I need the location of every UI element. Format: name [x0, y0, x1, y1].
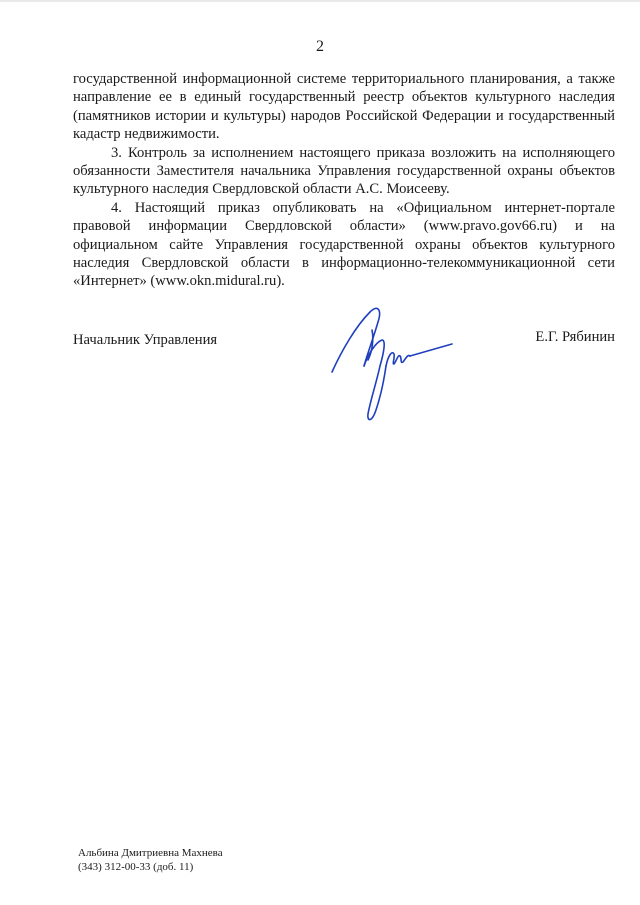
paragraph-control: 3. Контроль за исполнением настоящего приказа возложить на исполняющего обязанности Заместителя начальника Управления государственной охраны объектов культурного наследия Свердловской области А.С. Моисееву. — [73, 144, 615, 198]
paragraph-continuation: государственной информационной системе территориального планирования, а также направление ее в единый государственный реестр объектов культурного наследия (памятников истории и культуры) народов Российской Федерации и государственный кадастр недвижимости. — [73, 71, 615, 143]
handwritten-signature — [328, 300, 458, 428]
scan-edge — [0, 0, 640, 2]
signatory-name: Е.Г. Рябинин — [535, 329, 615, 345]
paragraph-publication: 4. Настоящий приказ опубликовать на «Официальном интернет-портале правовой информации Свердловской области» (www.pravo.gov66.ru) и на официальном сайте Управления государственной охраны объектов культурного наследия Свердловской области в информационно-телекоммуникационной сети «Интернет» (www.okn.midural.ru). — [73, 199, 615, 290]
executor-phone: (343) 312-00-33 (доб. 11) — [78, 861, 194, 873]
executor-name: Альбина Дмитриевна Махнева — [78, 847, 223, 859]
executor-info — [78, 846, 223, 874]
signatory-title: Начальник Управления — [73, 332, 218, 348]
page-number: 2 — [316, 38, 324, 55]
document-body — [73, 70, 615, 291]
